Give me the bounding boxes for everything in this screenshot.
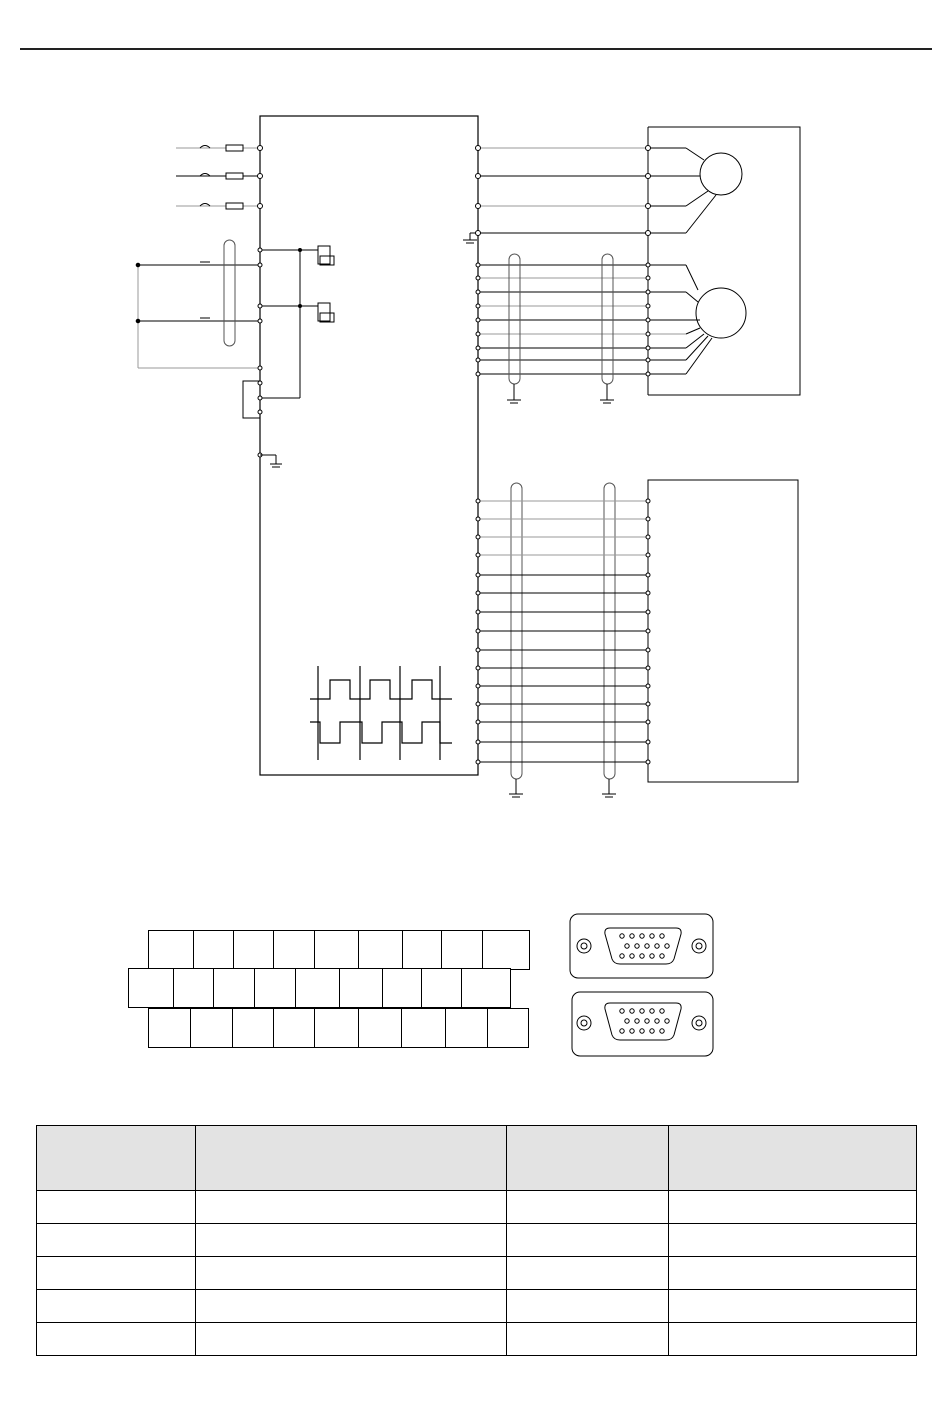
pin	[620, 1029, 624, 1033]
pin	[650, 1009, 654, 1013]
terminal-point	[476, 517, 480, 521]
table-cell	[507, 1290, 669, 1323]
terminal-cell	[339, 968, 383, 1008]
terminal-point	[646, 499, 650, 503]
table-cell	[669, 1290, 917, 1323]
terminal-cell	[232, 1008, 274, 1048]
terminal-point	[646, 610, 650, 614]
encoder-lines	[478, 254, 712, 403]
spec-table	[36, 1125, 917, 1356]
table-cell	[196, 1323, 507, 1356]
pin	[650, 954, 654, 958]
table-cell	[196, 1257, 507, 1290]
pin	[630, 1029, 634, 1033]
terminal-cell	[314, 1008, 359, 1048]
terminal-point	[476, 760, 480, 764]
pin	[650, 934, 654, 938]
terminal-point	[646, 591, 650, 595]
terminal-point	[476, 648, 480, 652]
terminal-point	[476, 499, 480, 503]
terminal-point	[476, 304, 480, 308]
terminal-point	[646, 304, 650, 308]
terminal-point	[646, 760, 650, 764]
terminal-cell	[441, 930, 483, 970]
table-row	[37, 1257, 917, 1290]
terminal-point	[476, 263, 480, 267]
terminal-point	[646, 372, 650, 376]
terminal-point	[476, 346, 480, 350]
pin	[630, 934, 634, 938]
terminal-point	[646, 517, 650, 521]
terminal-cell	[233, 930, 274, 970]
table-cell	[669, 1224, 917, 1257]
terminal-point	[646, 535, 650, 539]
terminal-point	[476, 610, 480, 614]
table-cell	[196, 1191, 507, 1224]
terminal-point	[476, 740, 480, 744]
terminal-point	[476, 535, 480, 539]
pin	[665, 944, 669, 948]
motor-box	[463, 127, 800, 395]
terminal-cell	[148, 1008, 191, 1048]
pin	[660, 1029, 664, 1033]
table-cell	[37, 1323, 196, 1356]
jumper	[243, 381, 260, 418]
terminal-cell	[213, 968, 255, 1008]
terminal-point	[476, 720, 480, 724]
table-cell	[37, 1290, 196, 1323]
fuse-2	[226, 173, 243, 179]
terminal-cell	[382, 968, 422, 1008]
table-cell	[37, 1257, 196, 1290]
terminal-point	[646, 648, 650, 652]
table-cell	[196, 1224, 507, 1257]
terminal-point	[646, 702, 650, 706]
terminal-point	[476, 372, 480, 376]
terminal-cell	[190, 1008, 233, 1048]
terminal-cell	[358, 930, 403, 970]
pin	[665, 1019, 669, 1023]
terminal-cell	[314, 930, 359, 970]
terminal-point	[476, 666, 480, 670]
terminal-cell	[193, 930, 234, 970]
table-cell	[196, 1290, 507, 1323]
pin	[620, 934, 624, 938]
terminal-point	[646, 573, 650, 577]
terminal-cell	[128, 968, 174, 1008]
terminal-block	[128, 930, 530, 1050]
table-header-cell	[196, 1126, 507, 1191]
table-row	[37, 1323, 917, 1356]
table-cell	[37, 1191, 196, 1224]
terminal-point	[646, 332, 650, 336]
terminal-cell	[148, 930, 194, 970]
pin	[635, 944, 639, 948]
table-cell	[669, 1191, 917, 1224]
terminal-cell	[173, 968, 214, 1008]
fuse-1	[226, 145, 243, 151]
pin	[660, 1009, 664, 1013]
dsub-connectors	[568, 912, 718, 1062]
table-cell	[507, 1257, 669, 1290]
terminal-cell	[295, 968, 340, 1008]
pin	[625, 1019, 629, 1023]
dsub-connector-female	[570, 914, 713, 978]
table-header-cell	[669, 1126, 917, 1191]
table-header-cell	[507, 1126, 669, 1191]
terminal-cell	[482, 930, 530, 970]
ferrite-core	[224, 240, 235, 346]
table-row	[37, 1290, 917, 1323]
terminal-point	[646, 346, 650, 350]
terminal-cell	[421, 968, 462, 1008]
terminal-cell	[461, 968, 511, 1008]
terminal-point	[476, 629, 480, 633]
encoder-circle	[696, 288, 746, 338]
terminal-cell	[402, 930, 442, 970]
terminal-cell	[273, 1008, 315, 1048]
terminal-cell	[273, 930, 315, 970]
table-cell	[507, 1224, 669, 1257]
pin	[655, 944, 659, 948]
pin	[640, 934, 644, 938]
pin	[635, 1019, 639, 1023]
terminal-point	[476, 591, 480, 595]
terminal-cell	[445, 1008, 488, 1048]
table-cell	[507, 1191, 669, 1224]
terminal-point	[646, 740, 650, 744]
terminal-point	[476, 358, 480, 362]
terminal-cell	[358, 1008, 402, 1048]
terminal-cell	[254, 968, 296, 1008]
drive-box	[260, 116, 478, 775]
terminal-cell	[487, 1008, 529, 1048]
terminal-point	[646, 684, 650, 688]
controller-signal-lines	[476, 263, 650, 764]
terminal-point	[476, 290, 480, 294]
terminal-point	[476, 318, 480, 322]
terminal-point	[646, 276, 650, 280]
control-power-lines	[136, 240, 334, 467]
terminal-point	[646, 263, 650, 267]
fuse-3	[226, 203, 243, 209]
pin	[640, 1029, 644, 1033]
dsub-connector-male	[572, 992, 713, 1056]
terminal-cell	[401, 1008, 446, 1048]
table-cell	[37, 1224, 196, 1257]
terminal-point	[476, 684, 480, 688]
power-input-lines	[176, 145, 263, 209]
pin	[630, 954, 634, 958]
pin	[645, 944, 649, 948]
table-cell	[669, 1323, 917, 1356]
terminal-point	[646, 629, 650, 633]
pin	[660, 954, 664, 958]
terminal-point	[646, 553, 650, 557]
pin	[625, 944, 629, 948]
shield-2	[602, 254, 613, 384]
table-row	[37, 1224, 917, 1257]
pulse-waveform	[310, 666, 452, 760]
terminal-point	[476, 276, 480, 280]
terminal-point	[646, 358, 650, 362]
table-header-row	[37, 1126, 917, 1191]
table-row	[37, 1191, 917, 1224]
controller-box	[509, 480, 798, 797]
terminal-point	[476, 702, 480, 706]
table-cell	[507, 1323, 669, 1356]
terminal-point	[476, 332, 480, 336]
pin	[640, 954, 644, 958]
pin	[630, 1009, 634, 1013]
pin	[660, 934, 664, 938]
pin	[640, 1009, 644, 1013]
motor-circle	[700, 153, 742, 195]
terminal-point	[646, 318, 650, 322]
shield-1	[509, 254, 520, 384]
terminal-point	[646, 666, 650, 670]
terminal-point	[646, 720, 650, 724]
table-cell	[669, 1257, 917, 1290]
table-header-cell	[37, 1126, 196, 1191]
terminal-point	[476, 553, 480, 557]
pin	[645, 1019, 649, 1023]
pin	[655, 1019, 659, 1023]
terminal-point	[646, 290, 650, 294]
pin	[650, 1029, 654, 1033]
pin	[620, 954, 624, 958]
pin	[620, 1009, 624, 1013]
terminal-point	[476, 573, 480, 577]
